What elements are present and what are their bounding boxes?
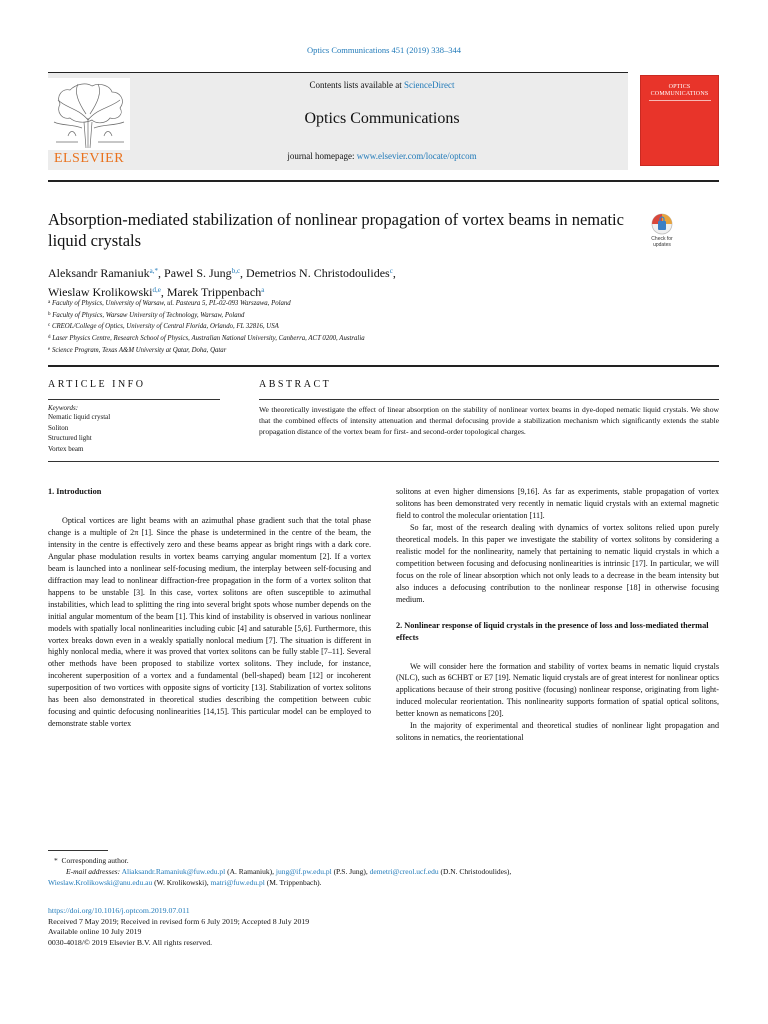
author-affiliation-marker[interactable]: c bbox=[389, 267, 393, 275]
right-paragraph-1: solitons at even higher dimensions [9,16]. As far as experiments, stable propagation of vortex solitons has been demonstrated very recently in nematic liquid crystals with an external magnetic field to control the molecular orientation [11]. bbox=[396, 487, 719, 520]
left-column bbox=[48, 486, 371, 730]
journal-citation[interactable]: Optics Communications 451 (2019) 338–344 bbox=[307, 45, 461, 55]
keyword-item: Nematic liquid crystal bbox=[48, 413, 111, 421]
author-affiliation-marker[interactable]: d,e bbox=[152, 286, 161, 294]
email-addresses-line-2 bbox=[48, 877, 719, 888]
info-top-rule bbox=[48, 365, 719, 367]
affiliation-item bbox=[48, 298, 648, 310]
online-date: Available online 10 July 2019 bbox=[48, 927, 142, 937]
abstract-text: We theoretically investigate the effect of linear absorption on the stability of nonlinear vortex beams in dye-doped nematic liquid crystals. We show that the combined effects of intensity attenuation and thermal defocusing provide a stabilization mechanism which significantly extends the stable propagation distance of the vortex beam for first- and second-order topological charges. bbox=[259, 405, 719, 437]
journal-cover-thumbnail bbox=[640, 75, 719, 166]
keyword-item: Structured light bbox=[48, 434, 92, 442]
affiliation-item bbox=[48, 321, 648, 333]
email-link[interactable]: jung@if.pw.edu.pl bbox=[275, 867, 332, 876]
cover-title: OPTICS COMMUNICATIONS bbox=[650, 84, 709, 97]
abstract-bottom-rule bbox=[48, 461, 719, 462]
section-2-paragraph-1: We will consider here the formation and stability of vortex beams in nematic liquid crystals (NLC), such as 6CHBT or E7 [19]. Nematic liquid crystals are of great interest for nonlinear optics applications because of their strong positive (focusing) nonlinear response, originating from light-induced molecular reorientation. This nonlinearity supports formation of spatial optical solitons, better known as nematicons [20]. bbox=[396, 661, 719, 719]
masthead-bottom-rule bbox=[48, 180, 719, 182]
keyword-item: Soliton bbox=[48, 423, 69, 432]
author-affiliation-marker[interactable]: b,c bbox=[231, 267, 241, 275]
contents-prefix: Contents lists available at bbox=[309, 80, 404, 90]
author-separator: , bbox=[158, 266, 165, 280]
affiliation-list bbox=[48, 298, 648, 357]
author-affiliation-marker[interactable]: a bbox=[261, 286, 265, 294]
author-name: Aleksandr Ramaniuk bbox=[48, 266, 150, 280]
email-link[interactable]: demetri@creol.ucf.edu bbox=[369, 867, 439, 876]
author-name: Wieslaw Krolikowski bbox=[48, 285, 153, 299]
right-paragraph-2: So far, most of the research dealing with dynamics of vortex solitons relied upon purely theoretical models. In this paper we investigate the stability of vortex solitons by considering a realistic model for the nonlinearity, namely that pertaining to nematic liquid crystals in which a competition between focusing and defocusing nonlinearities is intrinsic [17]. In particular, we will focus on the role of linear absorption which not only leads to a decrease in the beam intensity but also induces a defocusing contribution to the nonlinear response [18] in otherwise focusing medium. bbox=[396, 522, 719, 604]
author-affiliation-marker[interactable]: a,* bbox=[149, 267, 159, 275]
elsevier-wordmark: ELSEVIER bbox=[53, 151, 125, 166]
author-separator: , bbox=[160, 285, 167, 299]
article-info-rule bbox=[48, 399, 220, 400]
article-info-heading: ARTICLE INFO bbox=[48, 379, 146, 390]
affiliation-marker: e bbox=[48, 346, 51, 352]
email-owner: (M. Trippenbach). bbox=[266, 878, 322, 887]
affiliation-item bbox=[48, 345, 648, 357]
affiliation-marker: b bbox=[48, 311, 51, 317]
author-separator: , bbox=[392, 266, 396, 280]
affiliation-text: Science Program, Texas A&M University at Qatar, Doha, Qatar bbox=[51, 346, 227, 354]
asterisk-marker: * bbox=[54, 856, 62, 865]
affiliation-marker: a bbox=[48, 300, 51, 305]
affiliation-marker: c bbox=[48, 323, 51, 329]
email-addresses-line-1 bbox=[48, 866, 719, 877]
footnote-rule bbox=[48, 850, 108, 851]
journal-name: Optics Communications bbox=[304, 110, 460, 127]
footnotes bbox=[48, 855, 719, 888]
email-link[interactable]: Wieslaw.Krolikowski@anu.edu.au bbox=[48, 878, 153, 887]
homepage-line bbox=[136, 151, 628, 161]
author-name: Marek Trippenbach bbox=[166, 285, 262, 299]
affiliation-text: Laser Physics Centre, Research School of Physics, Australian National University, Canberra, ACT 0200, Australia bbox=[52, 335, 365, 343]
email-link[interactable]: Aliaksandr.Ramaniuk@fuw.edu.pl bbox=[121, 867, 226, 876]
section-2-heading: 2. Nonlinear response of liquid crystals in the presence of loss and loss-mediated thermal effects bbox=[396, 620, 709, 642]
section-1-heading: 1. Introduction bbox=[48, 487, 102, 496]
keywords-block bbox=[48, 404, 220, 454]
copyright-line: 0030-4018/© 2019 Elsevier B.V. All rights reserved. bbox=[48, 938, 213, 948]
author-name: Pawel S. Jung bbox=[164, 266, 232, 280]
check-updates-label: Check for updates bbox=[651, 236, 673, 248]
received-dates: Received 7 May 2019; Received in revised form 6 July 2019; Accepted 8 July 2019 bbox=[48, 916, 310, 926]
abstract-heading: ABSTRACT bbox=[259, 379, 332, 390]
article-meta bbox=[48, 906, 719, 949]
article-title: Absorption-mediated stabilization of nonlinear propagation of vortex beams in nematic liquid crystals bbox=[48, 210, 624, 250]
email-owner: (P.S. Jung), bbox=[333, 867, 370, 876]
contents-line bbox=[136, 80, 628, 90]
email-owner: (W. Krolikowski), bbox=[154, 878, 211, 887]
cover-rule bbox=[649, 100, 711, 101]
check-for-updates-badge[interactable] bbox=[644, 212, 680, 252]
affiliation-text: CREOL/College of Optics, University of Central Florida, Orlando, FL 32816, USA bbox=[51, 323, 279, 331]
email-label: E-mail addresses: bbox=[66, 867, 121, 876]
email-link[interactable]: matri@fuw.edu.pl bbox=[210, 878, 265, 887]
homepage-prefix: journal homepage: bbox=[287, 151, 357, 161]
affiliation-text: Faculty of Physics, University of Warsaw, ul. Pasteura 5, PL-02-093 Warszawa, Poland bbox=[51, 300, 291, 307]
corresponding-text: Corresponding author. bbox=[61, 856, 129, 865]
email-owner: (D.N. Christodoulides), bbox=[440, 867, 512, 876]
homepage-link[interactable]: www.elsevier.com/locate/optcom bbox=[356, 151, 477, 161]
author-name: Demetrios N. Christodoulides bbox=[246, 266, 390, 280]
check-updates-icon bbox=[644, 212, 680, 238]
authors-line-1 bbox=[48, 263, 648, 282]
corresponding-author-note bbox=[48, 855, 719, 866]
keyword-item: Vortex beam bbox=[48, 444, 84, 453]
affiliation-text: Faculty of Physics, Warsaw University of Technology, Warsaw, Poland bbox=[52, 311, 245, 319]
section-1-paragraph: Optical vortices are light beams with an azimuthal phase gradient such that the total phase change is a multiple of 2π [1]. Since the phase is undetermined in the centre of the beam, the intensity in the centre is effectively zero and these beams appear as bright rings with a dark core. Angular phase modulation results in vortex beams carrying angular momentum [2]. If a vortex beam is launched into a nonlinear self-focusing medium, the interplay between self-focusing and diffraction may lead to nonlinear diffraction-free propagation in the form of a vortex soliton that happens to be unstable [3]. In this case, vortex solitons are often susceptible to azimuthal instabilities, which lead to splitting the ring into several bright spots whose number depends on the initial angular momentum of the beam [1]. This kind of instability is observed in various nonlinear models with spatially local nonlinearities including cubic [4] and saturable [5,6]. Furthermore, this vortex breaks down even in a weakly spatially nonlocal medium [7]. The situation is different in highly nonlocal media, where it was proved that vortex solitons can be fully stable [7–11]. Several other methods have been proposed to stabilize vortex solitons. They include, for instance, incoherent superposition of a vortex and a fundamental (bell-shaped) beam [12] or incoherent superposition of two vortices with opposite signs of vorticity [13]. Stabilization of vortex solitons has been also demonstrated in theoretical studies describing the competition between cubic focusing and quintic defocusing nonlinearities [14,15]. This particular model can be employed to demonstrate stable vortex bbox=[48, 516, 371, 729]
keywords-label: Keywords: bbox=[48, 404, 79, 412]
affiliation-item bbox=[48, 333, 648, 345]
right-column bbox=[396, 486, 719, 744]
author-list bbox=[48, 263, 648, 301]
doi-link[interactable]: https://doi.org/10.1016/j.optcom.2019.07.011 bbox=[48, 906, 190, 915]
section-2-paragraph-2: In the majority of experimental and theoretical studies of nonlinear light propagation and solitons in nematics, the reorientational bbox=[396, 721, 719, 743]
author-separator: , bbox=[240, 266, 247, 280]
affiliation-marker: d bbox=[48, 335, 51, 341]
sciencedirect-link[interactable]: ScienceDirect bbox=[404, 80, 455, 90]
affiliation-item bbox=[48, 310, 648, 322]
email-owner: (A. Ramaniuk), bbox=[227, 867, 276, 876]
abstract-rule bbox=[259, 399, 719, 400]
